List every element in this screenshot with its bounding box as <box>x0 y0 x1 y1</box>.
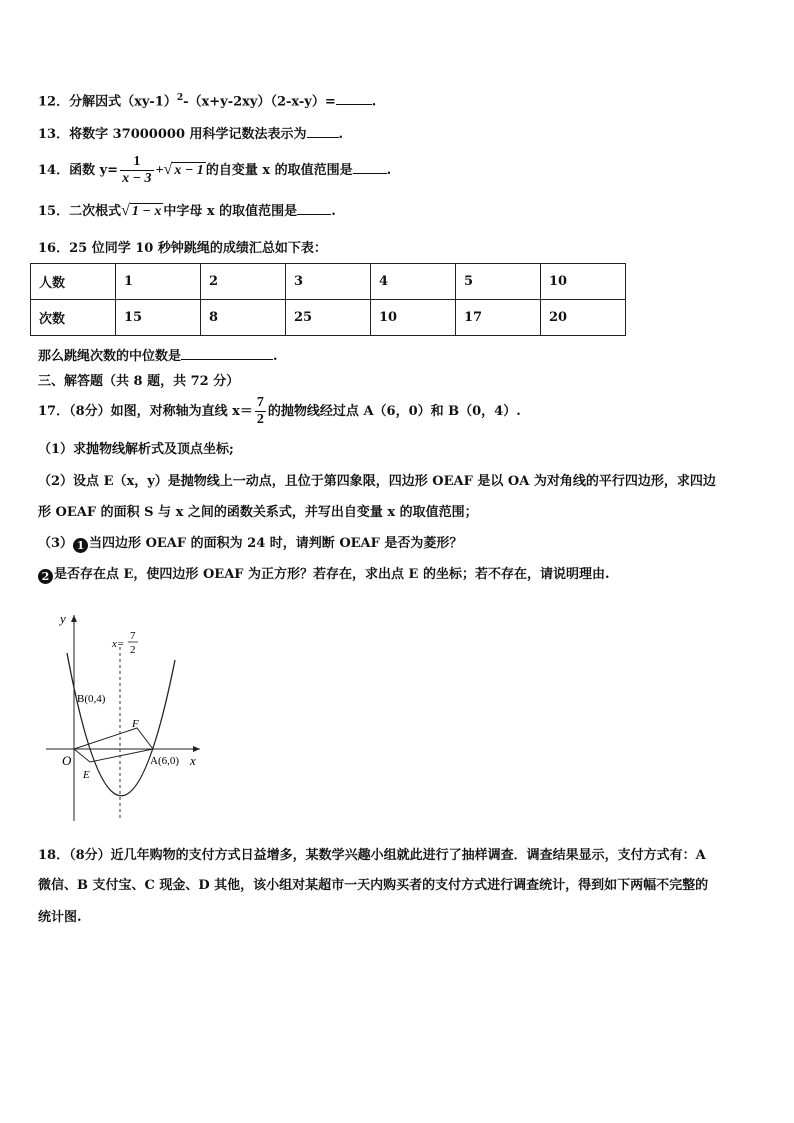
question-18-line-1: 18．（8分）近几年购物的支付方式日益增多，某数学兴趣小组就此进行了抽样调查．调查结果显示，支付方式有：A <box>38 848 706 863</box>
score-table <box>30 263 626 336</box>
question-15: 15．二次根式√ 1 − x 中字母 x 的取值范围是 . <box>38 202 336 219</box>
question-17-part-3a: （3） 1 当四边形 OEAF 的面积为 24 时，请判断 OEAF 是否为菱形？ <box>38 536 463 552</box>
point-e-label: E <box>83 769 90 781</box>
table-cell: 17 <box>456 300 541 336</box>
table-cell: 10 <box>371 300 456 336</box>
square-root: √ x − 1 <box>163 161 204 178</box>
parabola-figure <box>40 605 210 830</box>
axis-fraction-den: 2 <box>130 644 136 656</box>
table-cell: 次数 <box>31 300 116 336</box>
question-12: 12．分解因式$(xy-1)^2-(x+y-2xy)(2-x-y)=$ . <box>38 93 377 110</box>
table-cell: 1 <box>116 264 201 300</box>
question-17-part-1: （1）求抛物线解析式及顶点坐标; <box>38 442 234 457</box>
answer-blank[interactable] <box>297 202 331 215</box>
table-cell: 2 <box>201 264 286 300</box>
answer-blank[interactable] <box>307 125 339 138</box>
axis-equation-label: x= <box>112 638 125 650</box>
question-17-part-2a: （2）设点 E（x，y）是抛物线上一动点，且位于第四象限，四边形 OEAF 是以 OA 为对角线的平行四边形，求四边 <box>38 474 716 489</box>
table-row <box>31 300 626 336</box>
table-row <box>31 264 626 300</box>
square-root: √ 1 − x <box>121 202 162 219</box>
x-axis-label: x <box>190 753 196 768</box>
point-b-label: B(0,4) <box>77 693 106 705</box>
question-17: 17．（8分）如图，对称轴为直线 x＝ $\frac{7}{2}$ 的抛物线经过点 A（6，0）和 B（0，4）. <box>38 395 521 427</box>
question-16-answer: 那么跳绳次数的中位数是 . <box>38 349 278 364</box>
table-cell: 3 <box>286 264 371 300</box>
table-cell: 15 <box>116 300 201 336</box>
question-13: 13．将数字 37000000 用科学记数法表示为 . <box>38 127 344 142</box>
question-16: 16．25 位同学 10 秒钟跳绳的成绩汇总如下表： <box>38 241 327 256</box>
circled-number-2: 2 <box>38 569 53 584</box>
origin-label: O <box>62 753 72 768</box>
parallelogram-oeaf <box>74 728 153 762</box>
table-cell: 人数 <box>31 264 116 300</box>
point-f-label: F <box>132 718 139 730</box>
y-axis-label: y <box>60 611 66 626</box>
fraction: $\frac{1}{x - 3}$ <box>122 154 152 186</box>
table-cell: 10 <box>541 264 626 300</box>
answer-blank[interactable] <box>181 347 273 360</box>
answer-blank[interactable] <box>336 92 372 105</box>
fraction: $\frac{7}{2}$ <box>256 395 264 427</box>
question-14: 14．函数 y= $\frac{1}{x - 3}$ +√ x − 1 的自变量 x 的取值范围是 . <box>38 152 391 189</box>
question-18-line-2: 微信、B 支付宝、C 现金、D 其他，该小组对某超市一天内购买者的支付方式进行调查统计，得到如下两幅不完整的 <box>38 878 709 893</box>
table-cell: 20 <box>541 300 626 336</box>
circled-number-1: 1 <box>73 538 88 553</box>
table-cell: 5 <box>456 264 541 300</box>
question-17-part-3b: 2 是否存在点 E，使四边形 OEAF 为正方形？若存在，求出点 E 的坐标；若不存在，请说明理由. <box>38 567 610 584</box>
question-17-part-2b: 形 OEAF 的面积 S 与 x 之间的函数关系式，并写出自变量 x 的取值范围； <box>38 505 478 520</box>
answer-blank[interactable] <box>353 161 387 174</box>
point-a-label: A(6,0) <box>150 755 180 767</box>
table-cell: 25 <box>286 300 371 336</box>
table-cell: 8 <box>201 300 286 336</box>
section-heading: 三、解答题（共 8 题，共 72 分） <box>38 374 240 389</box>
question-18-line-3: 统计图. <box>38 910 82 925</box>
table-cell: 4 <box>371 264 456 300</box>
axis-fraction-num: 7 <box>130 630 136 642</box>
